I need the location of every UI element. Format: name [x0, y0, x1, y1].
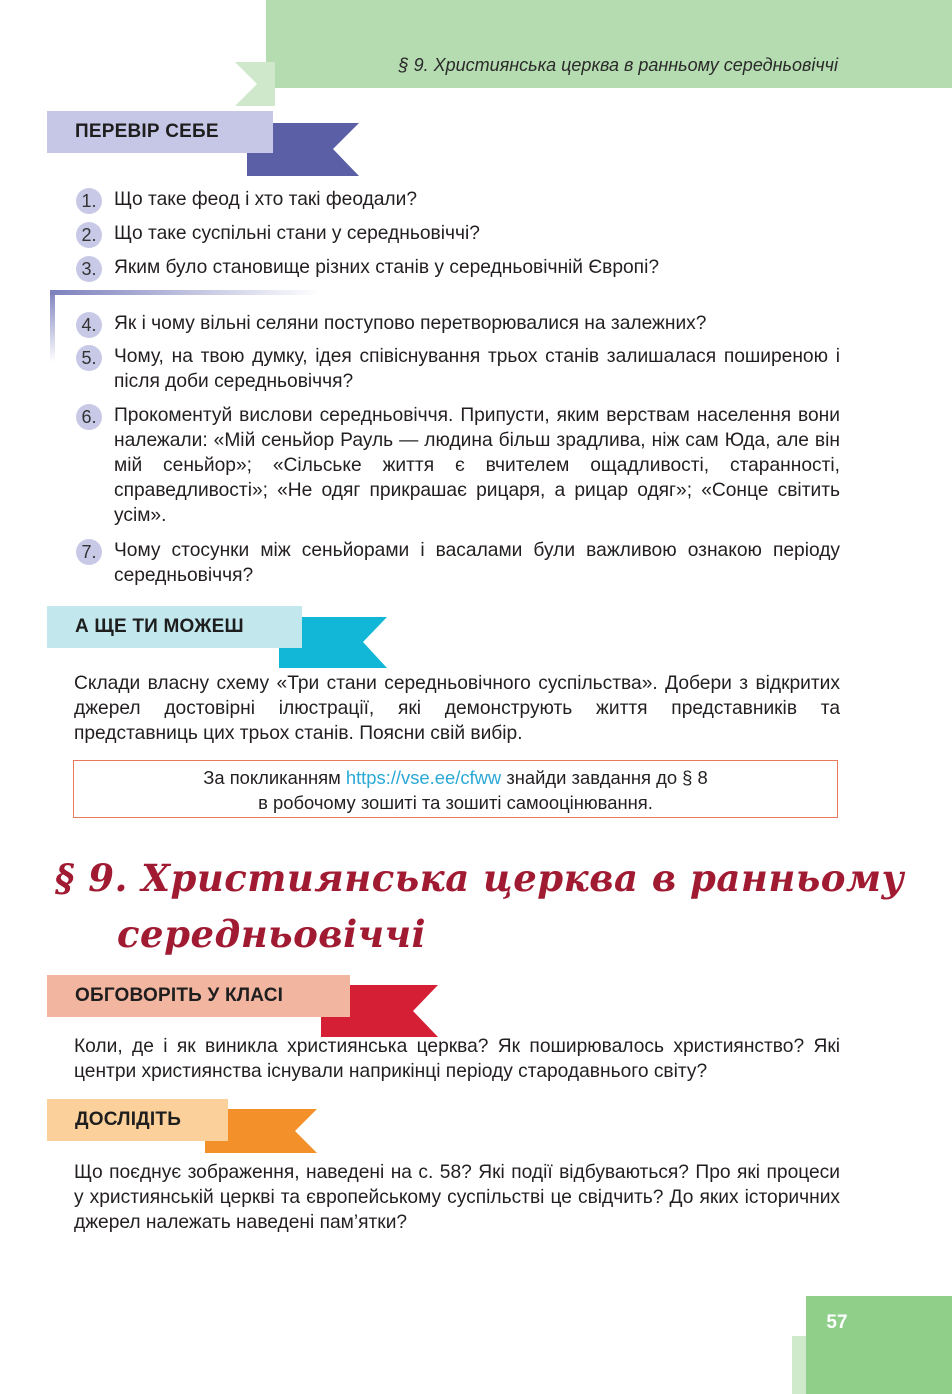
research-heading: ДОСЛІДІТЬ: [47, 1099, 228, 1141]
question-number: 6.: [76, 404, 102, 430]
question-item: [76, 221, 840, 248]
extra-task-text: Склади власну схему «Три стани середньовічного суспільства». Добери з відкритих джерел достовірні ілюстрації, які демонструють життя представників та представниць цих трьох станів. Поясни свій вибір.: [74, 673, 840, 744]
question-item: [76, 311, 840, 338]
section-title-line1: § 9. Християнська церква в ранньому: [55, 856, 905, 900]
page-band-accent: [792, 1336, 806, 1394]
question-item: [76, 403, 840, 528]
question-text: Що таке феод і хто такі феодали?: [114, 189, 418, 210]
question-number: 4.: [76, 312, 102, 338]
question-number: 2.: [76, 222, 102, 248]
check-yourself-ribbon: [47, 111, 317, 153]
question-item: [76, 255, 840, 282]
online-tasks-suffix: знайди завдання до § 8: [501, 767, 708, 788]
question-text: Прокоментуй вислови середньовіччя. Припусти, яким верствам населення вони належали: «Мій сеньйор Рауль — людина більш зрадлива, ніж сам Юда, але він мій сеньйор»; «Сільське життя є вчителем ощадливості, старанності, справедливості»; «Не одяг прикрашає рицаря, а рицар одяг»; «Сонце світить усім».: [114, 405, 840, 526]
question-text: Що таке суспільні стани у середньовіччі?: [114, 223, 480, 244]
online-tasks-line1: [74, 765, 837, 790]
question-text: Чому, на твою думку, ідея співіснування трьох станів залишалася поширеною і після доби середньовіччя?: [114, 346, 840, 392]
question-number: 5.: [76, 345, 102, 371]
page-number: 57: [826, 1312, 848, 1333]
question-text: Чому стосунки між сеньйорами і васалами були важливою ознакою періоду середньовіччя?: [114, 540, 840, 586]
extra-heading: А ЩЕ ТИ МОЖЕШ: [47, 606, 302, 648]
discuss-ribbon: [47, 975, 397, 1017]
question-number: 7.: [76, 539, 102, 565]
running-title: § 9. Християнська церква в ранньому середньовіччі: [398, 55, 838, 75]
online-tasks-line2: в робочому зошиті та зошиті самооцінювання.: [258, 792, 653, 813]
question-text: Яким було становище різних станів у середньовічній Європі?: [114, 257, 660, 278]
question-item: [76, 344, 840, 394]
online-tasks-box: [73, 760, 838, 818]
online-tasks-prefix: За покликанням: [203, 767, 346, 788]
research-text: Що поєднує зображення, наведені на с. 58? Які події відбуваються? Про які процеси у християнській церкві та європейському суспільстві це свідчить? До яких історичних джерел належать наведені пам’ятки?: [74, 1162, 840, 1233]
page-number-band: [806, 1296, 952, 1394]
question-number: 3.: [76, 256, 102, 282]
question-item: [76, 538, 840, 588]
online-tasks-link[interactable]: https://vse.ee/cfww: [345, 767, 502, 788]
question-number: 1.: [76, 188, 102, 214]
question-text: Як і чому вільні селяни поступово перетворювалися на залежних?: [114, 313, 707, 334]
discuss-text: Коли, де і як виникла християнська церква? Як поширювалось християнство? Які центри християнства існували наприкінці періоду стародавнього світу?: [74, 1036, 840, 1082]
check-yourself-heading: ПЕРЕВІР СЕБЕ: [47, 111, 273, 153]
research-ribbon: [47, 1099, 277, 1141]
discuss-heading: ОБГОВОРІТЬ У КЛАСІ: [47, 975, 350, 1017]
question-item: [76, 187, 840, 214]
extra-ribbon: [47, 606, 347, 648]
section-title-line2: середньовіччі: [117, 912, 427, 956]
